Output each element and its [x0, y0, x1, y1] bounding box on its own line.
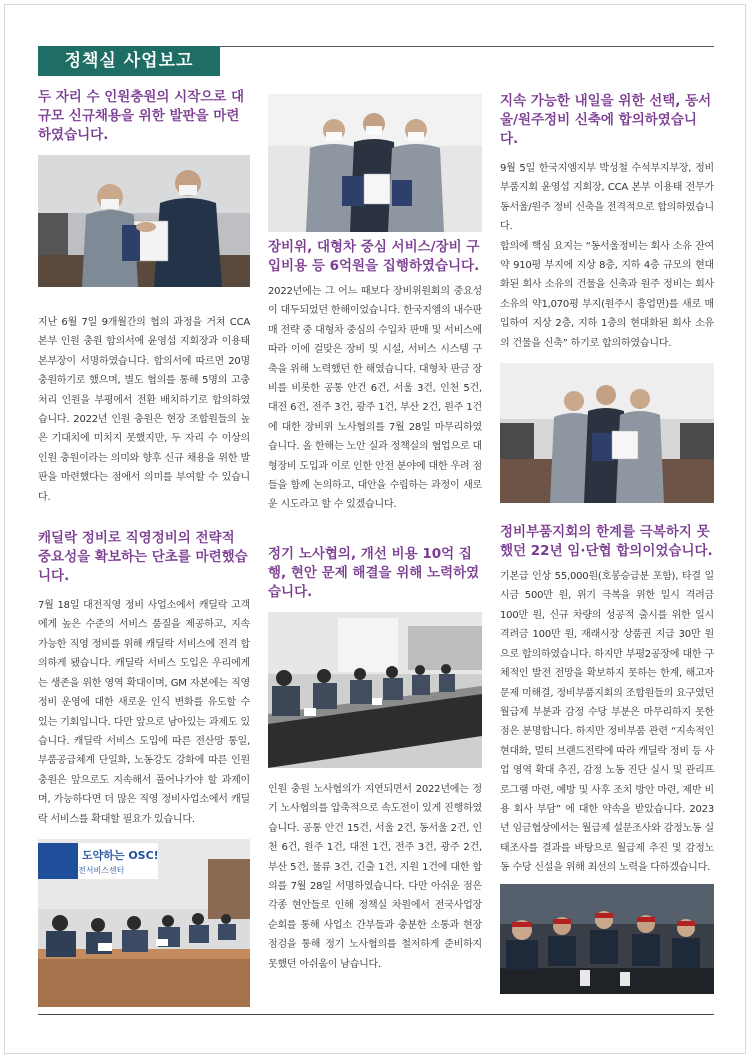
- article-body: 9월 5일 한국지엠지부 박성철 수석부지부장, 정비부품지회 윤영섭 지회장, CCA 본부 이용태 전무가 동서울/원주 정비 신축을 전격적으로 합의하였습니다.: [500, 163, 714, 233]
- column-left: [38, 88, 250, 1007]
- photo-service-center-meeting: [38, 839, 250, 1007]
- photo-agreement-handshake: [38, 155, 250, 287]
- article-body: 2022년에는 그 어느 때보다 장비위원회의 중요성이 대두되었던 한해이었습니다. 한국지엠의 내수판매 전략 중 대형차 중심의 수입차 판매 및 서비스에 따라 이에 걸맞은 장비 및 시설, 서비스 시스템 구축을 위해 노력했던 한 해였습니다. 대형차 판금 장비를 비롯한 공통 안건 6건, 서울 3건, 인천 5건, 대전 6건, 전주 3건, 광주 1건, 부산 2건, 원주 1건에 대한 장비위 노사협의를 7월 28일 마무리하였습니다. 올 한해는 노안 실과 정책실의 협업으로 대형장비 도입과 이로 인한 안전 분야에 대한 우려 점들을 함께 논의하고, 대안을 수립하는 과정이 새로운 시도라고 할 수 있겠습니다.: [268, 286, 482, 511]
- photo-three-people-documents: [268, 94, 482, 232]
- article-headline: 장비위, 대형차 중심 서비스/장비 구입비용 등 6억원을 집행하였습니다.: [268, 239, 480, 274]
- article-headline: 지속 가능한 내일을 위한 선택, 동서울/원주정비 신축에 합의하였습니다.: [500, 93, 712, 147]
- article-headline: 정기 노사협의, 개선 비용 10억 집행, 현안 문제 해결을 위해 노력하였습니다.: [268, 545, 480, 600]
- article-body: 7월 18일 대전직영 정비 사업소에서 캐딜락 고객에게 높은 수준의 서비스 품질을 제공하고, 지속 가능한 직영 정비를 위해 캐딜락 서비스에 전격 합의하게 됐습니다. 캐딜락 서비스 도입은 우리에게는 생존을 위한 영역 확대이며, GM 자본에는 직영 정비 운영에 대한 새로운 인식 변화를 유도할 수 있는 기회입니다. 다만 앞으로 남아있는 과제도 있습니다. 캐딜락 서비스 도입에 따른 전산망 통일, 부품공급체계 단일화, 노동강도 강화에 따른 인원 충원은 앞으로도 지속해서 풀어나가야 할 과제이며, 가능하다면 더 많은 직영 정비사업소에서 캐딜락 서비스를 확대할 필요가 있습니다.: [38, 600, 250, 825]
- column-middle: [268, 94, 482, 974]
- article-body: 인원 충원 노사협의가 지연되면서 2022년에는 정기 노사협의를 압축적으로 속도전이 있게 진행하였습니다. 공통 안건 15건, 서울 2건, 동서울 2건, 인천 6건, 원주 1건, 대전 1건, 전주 3건, 광주 2건, 부산 5건, 물류 3건, 긴출 1건, 지원 1건에 대한 합의를 7월 28일 서명하였습니다. 다만 아쉬운 점은 각종 현안들로 인해 정책실 차원에서 전국사업장 순회를 통해 사업소 간부들과 충분한 소통과 현장점검을 통해 정기 노사협의를 철저하게 준비하지 못했던 아쉬움이 남습니다.: [268, 783, 482, 970]
- banner-text: 도약하는 OSC!: [82, 848, 159, 862]
- photo-signing-ceremony: [500, 363, 714, 503]
- section-title: 정책실 사업보고: [38, 46, 220, 76]
- article-body: 합의에 핵심 요지는 “동서울정비는 회사 소유 잔여 약 910평 부지에 지상 8층, 지하 4층 규모의 현대화된 회사 소유의 건물을 신축과 원주 정비는 회사 소유의 약1,070평 부지(원주시 흥업면)를 새로 매입하여 지상 2층, 지하 1층의 현대화된 회사 소유의 건물을 신축” 하기로 합의하였습니다.: [500, 240, 714, 349]
- article-body: 지난 6월 7일 9개월간의 협의 과정을 거쳐 CCA 본부 인원 충원 합의서에 윤영섭 지회장과 이용태 본부장이 서명하였습니다. 합의서에 따르면 20명 충원하기로 했으며, 별도 협의를 통해 5명의 고충처리 인원을 부평에서 전환 배치하기로 합의하였습니다. 2022년 인원 충원은 현장 조합원들의 높은 기대치에 미치지 못했지만, 두 자리 수 이상의 인원 충원이라는 의미와 향후 신규 채용을 위한 발판을 마련했다는 점에서 의미를 부여할 수 있습니다.: [38, 317, 250, 503]
- column-right: [500, 92, 714, 994]
- photo-union-members-headbands: [500, 884, 714, 994]
- footer-rule: [38, 1014, 714, 1015]
- article-headline: 정비부품지회의 한계를 극복하지 못했던 22년 임·단협 합의이었습니다.: [500, 524, 713, 560]
- photo-labor-council-meeting: [268, 612, 482, 768]
- article-headline: 두 자리 수 인원충원의 시작으로 대규모 신규채용을 위한 발판을 마련하였습니다.: [38, 89, 245, 143]
- article-body: 기본급 인상 55,000원(호봉승급분 포함), 타결 일시금 500만 원, 위기 극복을 위한 일시 격려금 100만 원, 신규 차량의 성공적 출시를 위한 일시 격려금 100만 원, 재래시장 상품권 지급 30만 원으로 합의하였습니다. 하지만 부평2공장에 대한 구체적인 발전 전망을 확보하지 못하는 한계, 해고자 문제 미해결, 정비부품지회의 조합원들의 요구였던 월급제 부분과 감정 수당 부분은 마무리하지 못한 점은 분명합니다. 하지만 정비부품 관련 “지속적인 현대화, 멀티 브랜드전략에 따라 캐딜락 정비 등 사업 영역 확대 추진, 감정 노동 진단 실시 및 관리프로그램 마련, 예방 및 사후 조치 방안 마련, 제반 비용 회사 부담” 에 대한 약속을 받았습니다. 2023년 임금협상에서는 월급제 설문조사와 감정노동 실태조사를 결과를 바탕으로 월급제 추진 및 감정노동 수당 신설을 위해 최선의 노력을 다하겠습니다.: [500, 571, 714, 874]
- article-headline: 캐딜락 정비로 직영정비의 전략적 중요성을 확보하는 단초를 마련했습니다.: [38, 530, 248, 585]
- banner-subtext: 전서비스센터: [78, 865, 125, 875]
